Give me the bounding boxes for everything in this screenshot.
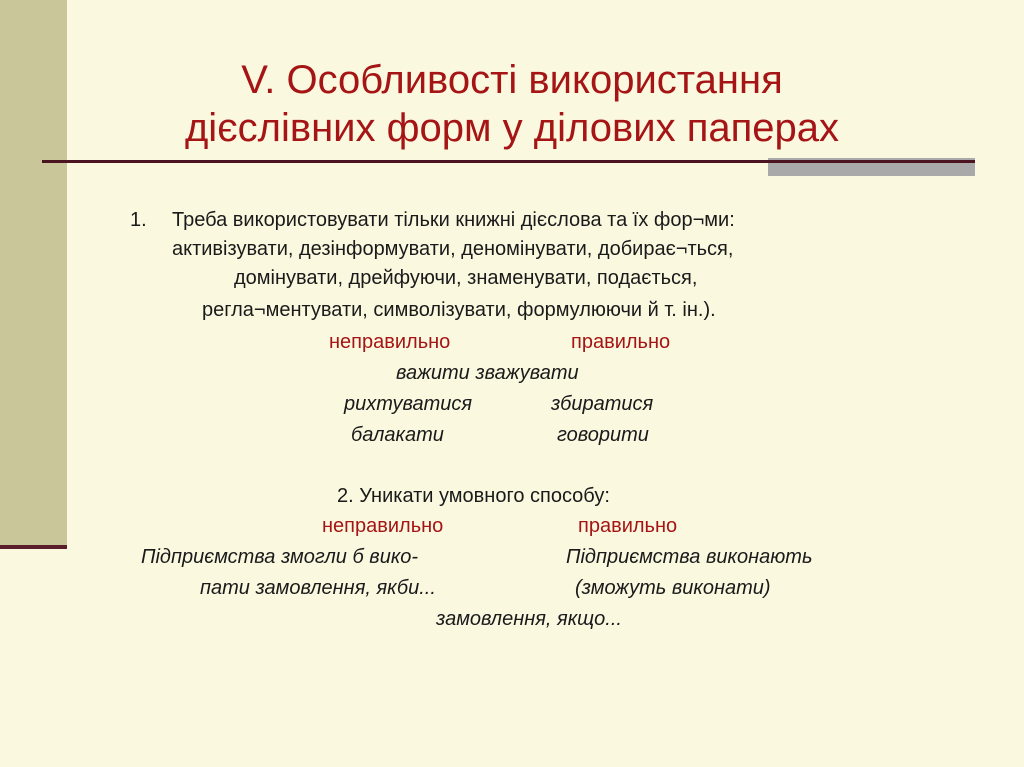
item2-right-line-2: (зможуть виконати) [575,577,771,599]
item1-right-label: правильно [571,331,671,353]
item2-right-line-1: Підприємства виконають [566,546,813,568]
item1-pair-2-wrong: рихтуватися [344,393,473,415]
item2-wrong-label: неправильно [322,515,444,537]
title-line-2: дієслівних форм у ділових паперах [184,106,840,150]
item2-right-line-3: замовлення, якщо... [436,608,622,630]
title-underline [42,160,975,163]
side-accent-line [0,545,67,549]
item2-right-label: правильно [578,515,678,537]
item1-pair-3-wrong: балакати [351,424,444,446]
item1-pair-3-right: говорити [557,424,649,446]
item1-pair-1: важити зважувати [396,362,579,384]
item1-line-3: домінувати, дрейфуючи, знаменувати, подається, [234,267,698,289]
item2-wrong-line-2: пати замовлення, якби... [200,577,436,599]
item1-line-4: регла¬ментувати, символізувати, формулюючи й т. ін.). [202,299,716,321]
item1-line-2: активізувати, дезінформувати, деномінувати, добирає¬ться, [172,238,734,260]
item1-number: 1. [130,209,147,231]
item2-heading: 2. Уникати умовного способу: [337,485,610,507]
item2-wrong-line-1: Підприємства змогли б вико- [141,546,419,568]
slide-title [40,56,984,152]
item1-wrong-label: неправильно [329,331,451,353]
item1-line-1: Треба використовувати тільки книжні дієслова та їх фор¬ми: [172,209,735,231]
title-line-1: V. Особливості використання [241,58,783,102]
item1-pair-2-right: збиратися [551,393,654,415]
